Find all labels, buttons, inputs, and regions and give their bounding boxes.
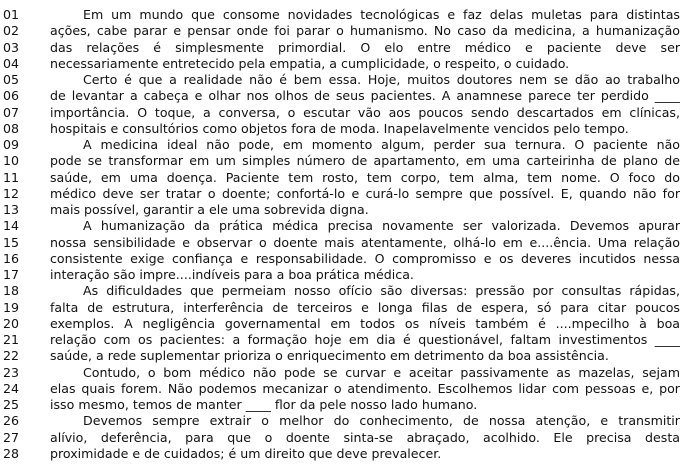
text-line bbox=[0, 23, 688, 39]
line-number: 09 bbox=[3, 137, 20, 152]
text-line bbox=[0, 202, 688, 218]
line-text: importância. O toque, a conversa, o escutar vão aos poucos sendo descartados em clínicas, bbox=[50, 104, 680, 120]
line-text: mais possível, garantir a ele uma sobrevida digna. bbox=[50, 202, 369, 217]
line-text: Devemos sempre extrair o melhor do conhecimento, de nossa atenção, e transmitir bbox=[83, 413, 680, 429]
line-number: 01 bbox=[3, 7, 20, 22]
text-line bbox=[0, 153, 688, 169]
text-line bbox=[0, 381, 688, 397]
line-text: exemplos. A negligência governamental em todos os níveis também é ....mpecilho à boa bbox=[50, 315, 680, 331]
line-number: 07 bbox=[3, 104, 20, 120]
text-line bbox=[0, 105, 688, 121]
text-line bbox=[0, 316, 688, 332]
line-number: 18 bbox=[3, 283, 20, 299]
line-text: saúde, a rede suplementar prioriza o enriquecimento em detrimento da boa assistência. bbox=[50, 348, 609, 364]
line-number: 10 bbox=[3, 153, 20, 169]
line-text: relação com os pacientes: a formação hoje em dia é questionável, faltam investimentos ____ bbox=[50, 332, 680, 347]
line-number: 21 bbox=[3, 332, 20, 347]
line-text: Em um mundo que consome novidades tecnológicas e faz delas muletas para distintas bbox=[83, 7, 680, 22]
line-number: 12 bbox=[3, 185, 20, 201]
line-text: médico deve ser tratar o doente; confortá-lo e curá-lo sempre que possível. E, quando não for bbox=[50, 185, 680, 201]
text-line bbox=[0, 413, 688, 429]
text-line bbox=[0, 88, 688, 104]
text-line bbox=[0, 7, 688, 23]
line-number: 22 bbox=[3, 348, 20, 364]
line-number: 23 bbox=[3, 364, 20, 380]
text-line bbox=[0, 397, 688, 413]
line-number: 16 bbox=[3, 250, 20, 266]
line-text: hospitais e consultórios como objetos fora de moda. Inapelavelmente vencidos pelo tempo. bbox=[50, 120, 629, 136]
line-text: A humanização da prática médica precisa novamente ser valorizada. Devemos apurar bbox=[83, 218, 680, 234]
line-number: 03 bbox=[3, 39, 20, 55]
line-text: isso mesmo, temos de manter ____ flor da pele nosso lado humano. bbox=[50, 397, 478, 412]
text-line bbox=[0, 170, 688, 186]
line-text: consistente exige confiança e responsabilidade. O compromisso e os deveres incutidos nessa bbox=[50, 250, 680, 266]
line-number: 25 bbox=[3, 397, 20, 412]
line-number: 14 bbox=[3, 218, 20, 234]
line-number: 11 bbox=[3, 169, 20, 185]
text-line bbox=[0, 430, 688, 446]
text-line bbox=[0, 72, 688, 88]
text-line bbox=[0, 56, 688, 72]
line-text: As dificuldades que permeiam nosso ofício são diversas: pressão por consultas rápidas, bbox=[83, 283, 680, 299]
text-line bbox=[0, 40, 688, 56]
line-number: 15 bbox=[3, 234, 20, 250]
line-number: 20 bbox=[3, 315, 20, 331]
text-line bbox=[0, 137, 688, 153]
line-text: pode se transformar em um simples número de apartamento, em uma carteirinha de plano de bbox=[50, 153, 680, 169]
line-number: 13 bbox=[3, 202, 20, 217]
text-line bbox=[0, 365, 688, 381]
line-text: interação são impre....indíveis para a boa prática médica. bbox=[50, 267, 414, 282]
text-line bbox=[0, 251, 688, 267]
line-text: saúde, em uma doença. Paciente tem rosto, tem corpo, tem alma, tem nome. O foco do bbox=[50, 169, 680, 185]
text-line bbox=[0, 300, 688, 316]
text-line bbox=[0, 283, 688, 299]
line-number: 05 bbox=[3, 72, 20, 87]
text-line bbox=[0, 186, 688, 202]
text-line bbox=[0, 348, 688, 364]
line-text: nossa sensibilidade e observar o doente mais atentamente, olhá-lo em e....ência. Uma relação bbox=[50, 234, 680, 250]
line-number: 26 bbox=[3, 413, 20, 429]
line-number: 02 bbox=[3, 23, 20, 39]
line-text: de levantar a cabeça e olhar nos olhos de seus pacientes. A anamnese parece ter perdido ____ bbox=[50, 88, 680, 104]
line-number: 24 bbox=[3, 380, 20, 396]
line-number: 17 bbox=[3, 267, 20, 282]
text-line bbox=[0, 121, 688, 137]
line-text: A medicina ideal não pode, em momento algum, perder sua ternura. O paciente não bbox=[83, 137, 680, 152]
text-line bbox=[0, 332, 688, 348]
line-text: das relações é simplesmente primordial. O elo entre médico e paciente deve ser bbox=[50, 39, 680, 55]
line-number: 08 bbox=[3, 120, 20, 136]
line-text: necessariamente entretecido pela empatia, a cumplicidade, o respeito, o cuidado. bbox=[50, 55, 570, 71]
text-line bbox=[0, 235, 688, 251]
line-text: alívio, deferência, para que o doente sinta-se abraçado, acolhido. Ele precisa desta bbox=[50, 429, 680, 445]
line-number: 06 bbox=[3, 88, 20, 104]
line-number: 19 bbox=[3, 299, 20, 315]
line-text: elas quais forem. Não podemos mecanizar o atendimento. Escolhemos lidar com pessoas e, por bbox=[50, 380, 680, 396]
line-number: 28 bbox=[3, 445, 20, 461]
text-lines-container bbox=[0, 7, 688, 462]
line-text: ações, cabe parar e pensar onde foi parar o humanismo. No caso da medicina, a humanização bbox=[50, 23, 680, 39]
line-text: Contudo, o bom médico não pode se curvar e aceitar passivamente as mazelas, sejam bbox=[83, 364, 680, 380]
line-text: proximidade e de cuidados; é um direito que deve prevalecer. bbox=[50, 445, 442, 461]
text-line bbox=[0, 446, 688, 462]
line-text: falta de estrutura, interferência de terceiros e longa filas de espera, só para citar poucos bbox=[50, 299, 680, 315]
text-line bbox=[0, 267, 688, 283]
text-line bbox=[0, 218, 688, 234]
line-number: 27 bbox=[3, 429, 20, 445]
line-text: Certo é que a realidade não é bem essa. Hoje, muitos doutores nem se dão ao trabalho bbox=[83, 72, 680, 87]
line-number: 04 bbox=[3, 55, 20, 71]
